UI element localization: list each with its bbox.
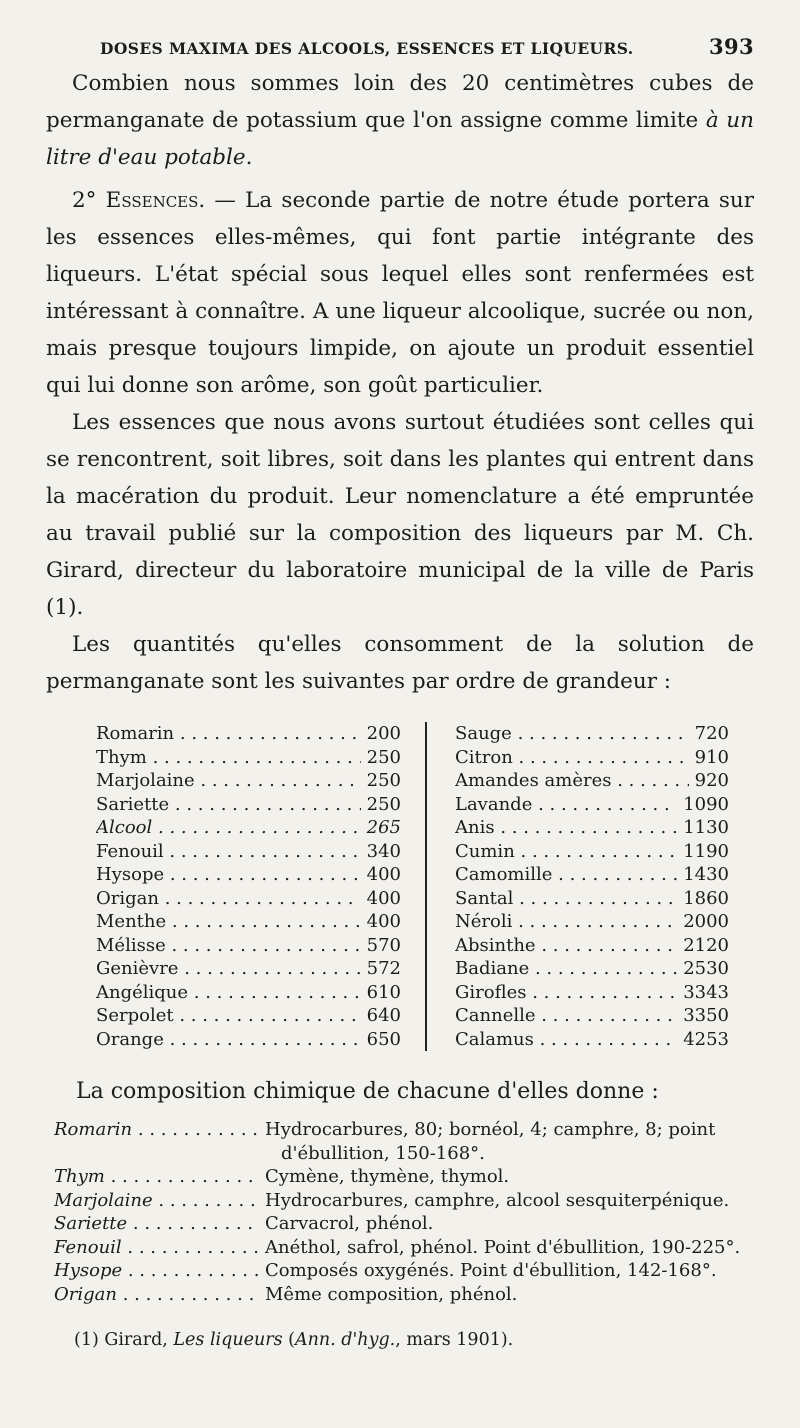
composition-row — [54, 1283, 754, 1307]
paragraph-1-end: . — [245, 145, 253, 170]
paragraph-1 — [46, 65, 754, 176]
composition-desc — [259, 1189, 754, 1213]
table-row — [96, 816, 401, 840]
table-row — [455, 934, 729, 958]
composition-name: Romarin . . . — [54, 1118, 259, 1165]
row-name: Marjolaine . . . — [96, 769, 361, 793]
running-title: DOSES MAXIMA DES ALCOOLS, ESSENCES ET LIQUEURS. — [100, 39, 634, 58]
table-row — [455, 910, 729, 934]
table-row — [96, 1004, 401, 1028]
row-name: Girofles . . . — [455, 981, 677, 1005]
table-row — [96, 746, 401, 770]
composition-desc-continued: d'ébullition, 150-168°. — [281, 1142, 485, 1164]
composition-desc — [259, 1165, 754, 1189]
table-row — [96, 840, 401, 864]
row-name: Angélique . . . — [96, 981, 361, 1005]
table-row — [455, 1004, 729, 1028]
row-value: 1860 — [683, 887, 729, 909]
row-value: 3350 — [683, 1005, 729, 1026]
composition-list — [54, 1118, 754, 1306]
table-row — [96, 887, 401, 911]
row-name: Orange . . . — [96, 1028, 361, 1052]
composition-row — [54, 1165, 754, 1189]
row-value: 720 — [694, 723, 729, 744]
row-name: Badiane . . . — [455, 957, 677, 981]
table-row — [455, 981, 729, 1005]
composition-desc — [259, 1283, 754, 1307]
table-row — [96, 1028, 401, 1052]
footnote-journal: Ann. d'hyg. — [294, 1330, 396, 1350]
permanganate-table — [96, 722, 754, 1051]
composition-name: Thym . . . — [54, 1165, 259, 1189]
row-value: 250 — [366, 746, 401, 768]
row-value: 920 — [694, 770, 729, 791]
row-name: Camomille . . . — [455, 863, 677, 887]
row-value: 1190 — [683, 840, 729, 862]
composition-desc-text: Composés oxygénés. Point d'ébullition, 142-168°. — [265, 1260, 717, 1281]
row-value: 572 — [366, 958, 401, 979]
composition-desc-text: Même composition, phénol. — [265, 1283, 518, 1305]
table-row — [455, 722, 729, 746]
composition-desc-text: Anéthol, safrol, phénol. Point d'ébullition, 190-225°. — [265, 1236, 741, 1258]
composition-desc-text: Hydrocarbures, camphre, alcool sesquiterpénique. — [265, 1189, 730, 1211]
composition-row — [54, 1236, 754, 1260]
composition-desc — [259, 1236, 754, 1260]
section-title: Essences — [105, 188, 199, 213]
composition-name: Fenouil . . . — [54, 1236, 259, 1260]
row-value: 2000 — [683, 911, 729, 932]
paragraph-2-text: . — La seconde partie de notre étude portera sur les essences elles-mêmes, qui font partie intégrante des liqueurs. L'état spécial sous lequel elles sont renfermées est intéressant à connaître. A une liqueur alcoolique, sucrée ou non, mais presque toujours limpide, on ajoute un produit essentiel qui lui donne son arôme, son goût particulier. — [46, 188, 754, 398]
composition-desc-text: Hydrocarbures, 80; bornéol, 4; camphre, 8; point — [265, 1119, 716, 1140]
composition-name: Origan . . . — [54, 1283, 259, 1307]
row-name: Romarin . . . — [96, 722, 361, 746]
composition-row — [54, 1189, 754, 1213]
table-left-column — [96, 722, 425, 1051]
footnote-title: Les liqueurs — [173, 1330, 283, 1350]
composition-desc — [259, 1212, 754, 1236]
row-value: 1090 — [683, 793, 729, 815]
paragraph-2 — [46, 182, 754, 404]
footnote-sep: ( — [282, 1330, 295, 1350]
paragraph-4: Les quantités qu'elles consomment de la solution de permanganate sont les suivantes par ordre de grandeur : — [46, 632, 754, 694]
row-value: 265 — [366, 817, 401, 838]
composition-desc — [259, 1259, 754, 1283]
row-value: 2120 — [683, 934, 729, 956]
row-name: Alcool . . . — [96, 816, 361, 840]
table-row — [96, 981, 401, 1005]
row-name: Fenouil . . . — [96, 840, 361, 864]
table-row — [455, 746, 729, 770]
row-name: Absinthe . . . — [455, 934, 677, 958]
composition-row — [54, 1259, 754, 1283]
table-row — [96, 769, 401, 793]
row-name: Cannelle . . . — [455, 1004, 677, 1028]
paragraph-1-text: Combien nous sommes loin des 20 centimètres cubes de permanganate de potassium que l'on assigne comme limite — [46, 71, 754, 133]
row-value: 200 — [366, 723, 401, 744]
footnote-end: , mars 1901). — [395, 1330, 514, 1350]
row-value: 2530 — [683, 958, 729, 979]
row-value: 570 — [366, 934, 401, 956]
table-row — [96, 957, 401, 981]
row-value: 250 — [366, 770, 401, 791]
composition-desc — [259, 1118, 754, 1165]
row-value: 640 — [366, 1005, 401, 1026]
row-name: Hysope . . . — [96, 863, 361, 887]
row-name: Santal . . . — [455, 887, 677, 911]
table-row — [455, 887, 729, 911]
section-heading: La composition chimique de chacune d'elles donne : — [76, 1079, 659, 1104]
composition-row — [54, 1118, 754, 1165]
table-row — [455, 957, 729, 981]
row-name: Néroli . . . — [455, 910, 677, 934]
row-value: 400 — [366, 887, 401, 909]
composition-name: Marjolaine . . . — [54, 1189, 259, 1213]
row-value: 400 — [366, 864, 401, 885]
composition-row — [54, 1212, 754, 1236]
footnote — [74, 1330, 754, 1350]
composition-name: Hysope . . . — [54, 1259, 259, 1283]
row-name: Origan . . . — [96, 887, 361, 911]
row-value: 910 — [694, 746, 729, 768]
row-value: 400 — [366, 911, 401, 932]
table-row — [96, 934, 401, 958]
row-name: Serpolet . . . — [96, 1004, 361, 1028]
table-row — [96, 722, 401, 746]
table-row — [455, 769, 729, 793]
row-name: Mélisse . . . — [96, 934, 361, 958]
section-number: 2° — [72, 188, 106, 213]
composition-name: Sariette . . . — [54, 1212, 259, 1236]
row-value: 340 — [366, 840, 401, 862]
table-row — [455, 793, 729, 817]
row-name: Calamus . . . — [455, 1028, 677, 1052]
paragraph-3: Les essences que nous avons surtout étudiées sont celles qui se rencontrent, soit libres, soit dans les plantes qui entrent dans la macération du produit. Leur nomenclature a été empruntée au travail publié sur la composition des liqueurs par M. Ch. Girard, directeur du laboratoire municipal de la ville de Paris (1). — [46, 410, 754, 620]
row-name: Menthe . . . — [96, 910, 361, 934]
footnote-text: (1) Girard, — [74, 1330, 174, 1350]
row-value: 650 — [366, 1028, 401, 1050]
row-name: Lavande . . . — [455, 793, 677, 817]
row-value: 1130 — [683, 817, 729, 838]
row-name: Sariette . . . — [96, 793, 361, 817]
table-row — [455, 816, 729, 840]
row-name: Sauge . . . — [455, 722, 689, 746]
running-header — [100, 34, 754, 59]
paragraph-1-emphasis: à un litre d'eau potable — [46, 108, 754, 170]
row-name: Cumin . . . — [455, 840, 677, 864]
table-row — [455, 863, 729, 887]
row-value: 250 — [366, 793, 401, 815]
table-row — [96, 863, 401, 887]
page-number: 393 — [708, 34, 754, 59]
row-name: Citron . . . — [455, 746, 689, 770]
row-value: 3343 — [683, 981, 729, 1003]
table-row — [96, 910, 401, 934]
row-name: Amandes amères . . . — [455, 769, 689, 793]
row-name: Thym . . . — [96, 746, 361, 770]
composition-desc-text: Carvacrol, phénol. — [265, 1213, 434, 1234]
table-row — [96, 793, 401, 817]
table-row — [455, 840, 729, 864]
table-right-column — [425, 722, 729, 1051]
row-name: Anis . . . — [455, 816, 677, 840]
composition-desc-text: Cymène, thymène, thymol. — [265, 1166, 510, 1187]
row-name: Genièvre . . . — [96, 957, 361, 981]
table-row — [455, 1028, 729, 1052]
row-value: 4253 — [683, 1028, 729, 1050]
row-value: 1430 — [683, 864, 729, 885]
row-value: 610 — [366, 981, 401, 1003]
